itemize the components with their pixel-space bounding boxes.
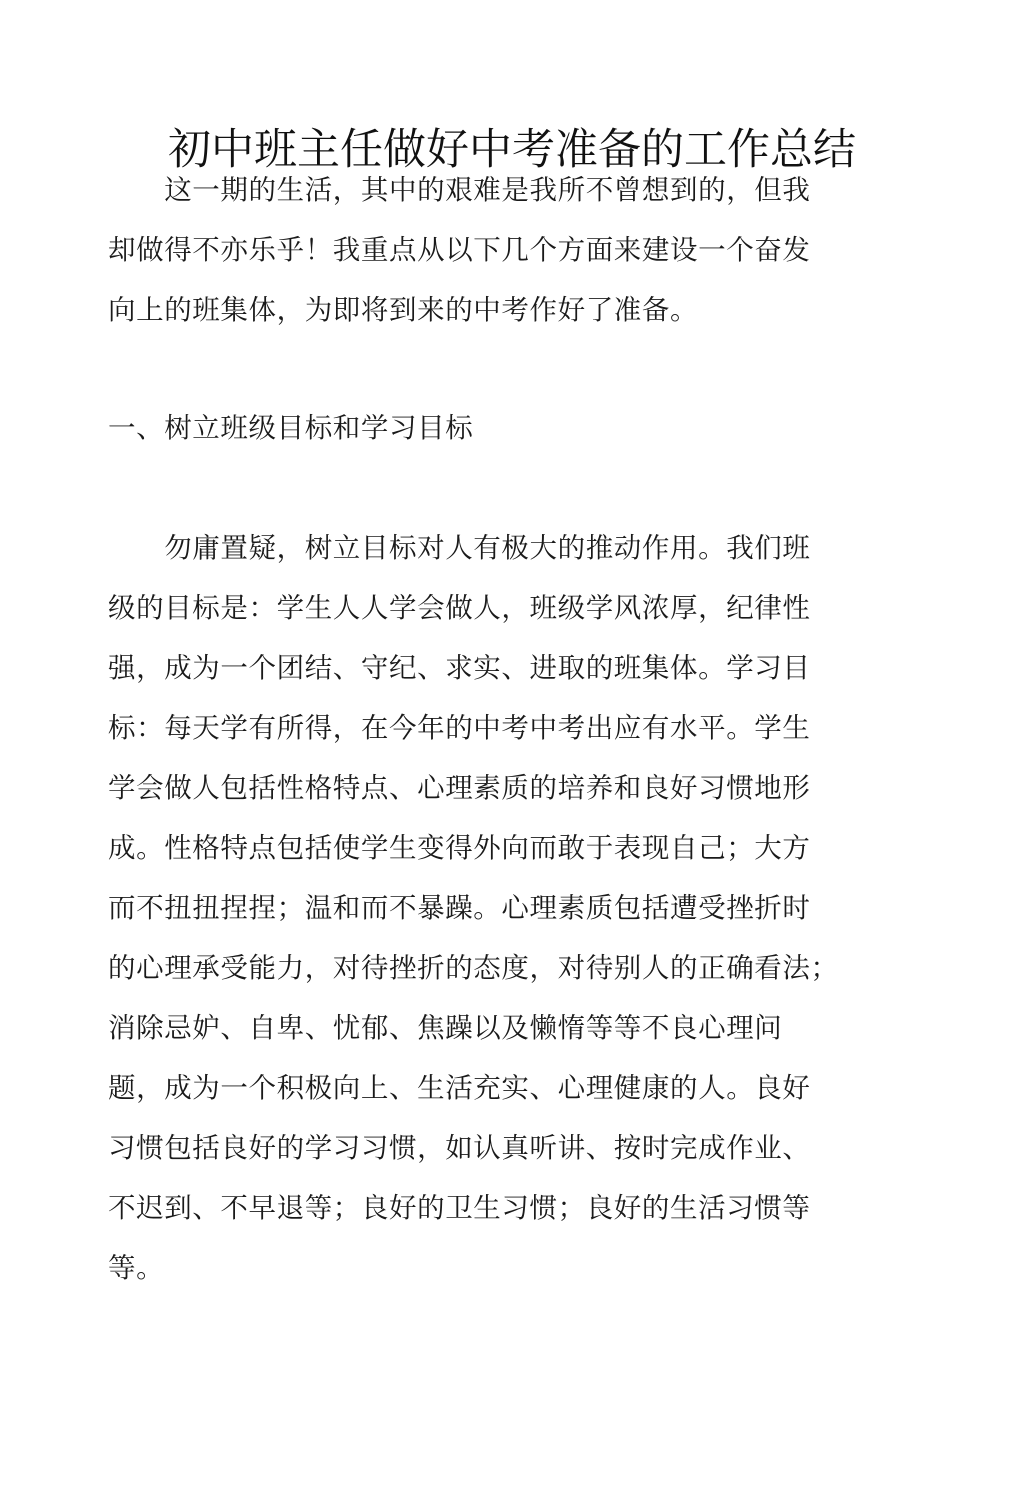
document-title: 初中班主任做好中考准备的工作总结 — [168, 124, 856, 175]
intro-line: 向上的班集体，为即将到来的中考作好了准备。 — [108, 294, 699, 326]
intro-line: 却做得不亦乐乎！我重点从以下几个方面来建设一个奋发 — [108, 234, 811, 266]
body-line: 勿庸置疑，树立目标对人有极大的推动作用。我们班 — [108, 532, 811, 564]
body-line: 成。性格特点包括使学生变得外向而敢于表现自己；大方 — [108, 832, 811, 864]
body-line: 级的目标是：学生人人学会做人，班级学风浓厚，纪律性 — [108, 592, 811, 624]
section-heading: 一、树立班级目标和学习目标 — [108, 412, 474, 444]
body-line: 强，成为一个团结、守纪、求实、进取的班集体。学习目 — [108, 652, 811, 684]
intro-line: 这一期的生活，其中的艰难是我所不曾想到的，但我 — [108, 174, 811, 206]
body-line: 等。 — [108, 1252, 165, 1284]
body-line: 题，成为一个积极向上、生活充实、心理健康的人。良好 — [108, 1072, 811, 1104]
body-line: 不迟到、不早退等；良好的卫生习惯；良好的生活习惯等 — [108, 1192, 811, 1224]
body-line: 消除忌妒、自卑、忧郁、焦躁以及懒惰等等不良心理问 — [108, 1012, 783, 1044]
body-line: 标：每天学有所得，在今年的中考中考出应有水平。学生 — [108, 712, 811, 744]
body-line: 而不扭扭捏捏；温和而不暴躁。心理素质包括遭受挫折时 — [108, 892, 811, 924]
body-line: 学会做人包括性格特点、心理素质的培养和良好习惯地形 — [108, 772, 811, 804]
body-line: 的心理承受能力，对待挫折的态度，对待别人的正确看法； — [108, 952, 839, 984]
body-line: 习惯包括良好的学习习惯，如认真听讲、按时完成作业、 — [108, 1132, 811, 1164]
